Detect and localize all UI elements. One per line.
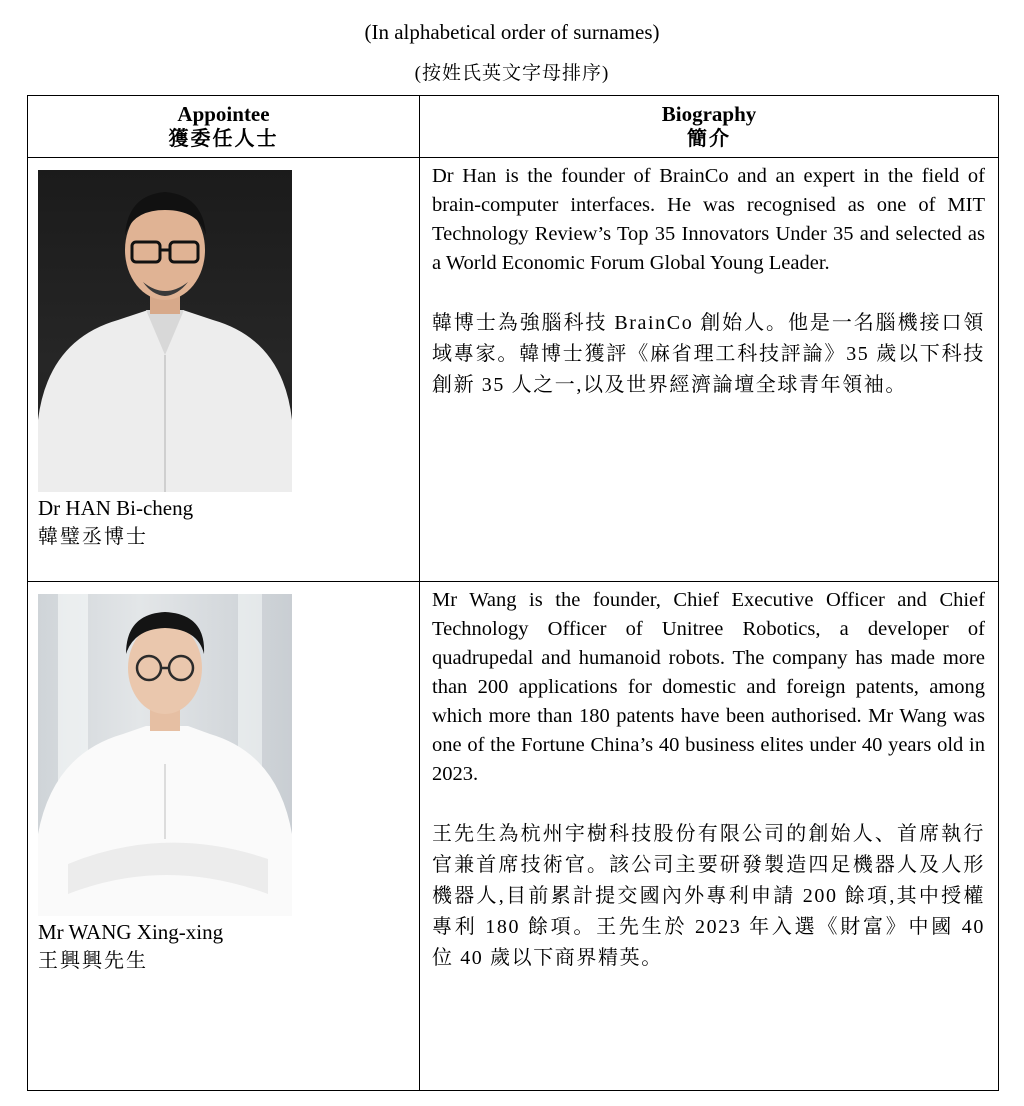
- order-note-english: (In alphabetical order of surnames): [364, 20, 660, 44]
- biography-en: Mr Wang is the founder, Chief Executive Officer and Chief Technology Officer of Unitree Robotics, a developer of quadrupedal and humanoid robots. The company has made more than 200 applications for domestic and foreign patents, among which more than 180 patents have been authorised. Mr Wang was one of the Fortune China’s 40 business elites under 40 years old in 2023.: [432, 589, 985, 785]
- appointee-cell: [28, 582, 420, 1091]
- table-row: [28, 582, 999, 1091]
- biography-column-header: [420, 96, 999, 158]
- appointee-name-zh: 王興興先生: [38, 950, 148, 972]
- order-note-chinese: (按姓氏英文字母排序): [414, 63, 610, 84]
- biography-cell: [420, 158, 999, 582]
- portrait-photo: [38, 170, 292, 492]
- appointee-cell: [28, 158, 420, 582]
- biography-header-zh: 簡介: [687, 127, 731, 150]
- appointee-header-zh: 獲委任人士: [168, 127, 279, 150]
- biography-header-en: Biography: [661, 101, 757, 126]
- appointee-name-en: Dr HAN Bi-cheng: [38, 496, 194, 520]
- appointee-name-en: Mr WANG Xing-xing: [38, 920, 224, 944]
- biography-en: Dr Han is the founder of BrainCo and an expert in the field of brain-computer interfaces. He was recognised as one of MIT Technology Review’s Top 35 Innovators Under 35 and selected as a World Economic Forum Global Young Leader.: [432, 165, 985, 274]
- appointee-table: [27, 95, 999, 1091]
- biography-zh: 王先生為杭州宇樹科技股份有限公司的創始人、首席執行官兼首席技術官。該公司主要研發製造四足機器人及人形機器人,目前累計提交國內外專利申請 200 餘項,其中授權專利 180 餘項。王先生於 2023 年入選《財富》中國 40 位 40 歲以下商界精英。: [432, 823, 985, 969]
- appointee-name-zh: 韓璧丞博士: [38, 526, 148, 548]
- portrait-photo: [38, 594, 292, 916]
- table-row: [28, 158, 999, 582]
- biography-zh: 韓博士為強腦科技 BrainCo 創始人。他是一名腦機接口領域專家。韓博士獲評《麻省理工科技評論》35 歲以下科技創新 35 人之一,以及世界經濟論壇全球青年領袖。: [432, 312, 985, 396]
- biography-cell: [420, 582, 999, 1091]
- table-header-row: [28, 96, 999, 158]
- appointee-column-header: [28, 96, 420, 158]
- appointee-header-en: Appointee: [177, 101, 270, 126]
